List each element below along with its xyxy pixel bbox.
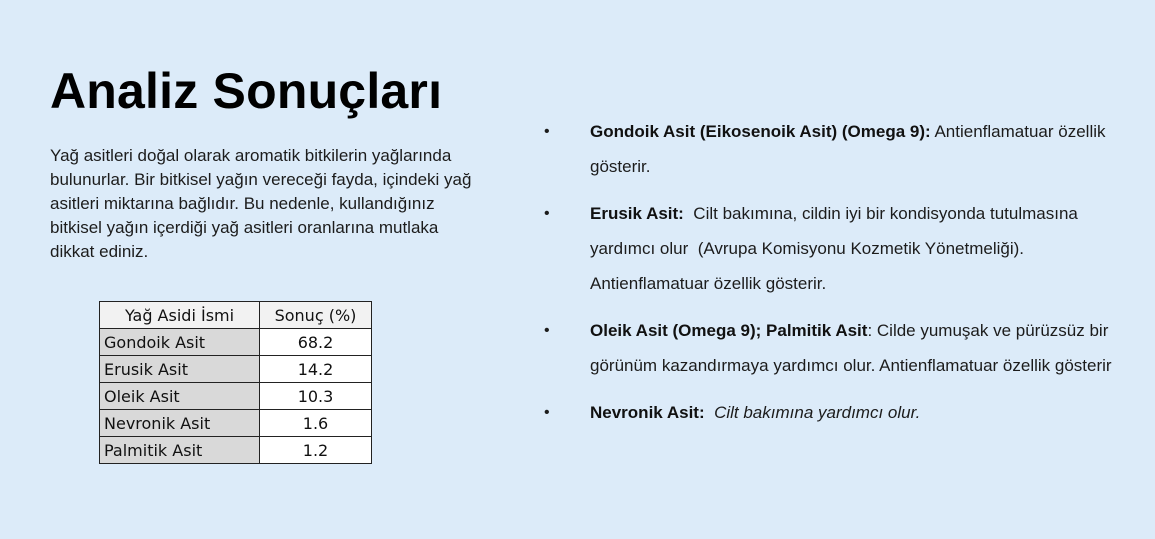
acid-description: : Cilde yumuşak ve pürüzsüz bir görünüm kazandırmaya yardımcı olur. Antienflamatuar özellik gösterir: [590, 321, 1112, 375]
acid-description: Antienflamatuar özellik gösterir.: [590, 122, 1106, 176]
bullet-marker: •: [544, 123, 550, 140]
acid-name-cell: Nevronik Asit: [100, 410, 260, 437]
acid-heading: Gondoik Asit (Eikosenoik Asit) (Omega 9):: [590, 122, 931, 141]
acid-name-cell: Erusik Asit: [100, 356, 260, 383]
list-item: [540, 114, 1120, 184]
acid-description: Cilt bakımına, cildin iyi bir kondisyonda tutulmasına yardımcı olur (Avrupa Komisyonu Kozmetik Yönetmeliği). Antienflamatuar özellik gösterir.: [590, 204, 1083, 293]
acid-name-cell: Gondoik Asit: [100, 329, 260, 356]
column-header-result: Sonuç (%): [260, 302, 372, 329]
acid-heading: Erusik Asit:: [590, 204, 684, 223]
table-row: [100, 356, 372, 383]
acid-description: Cilt bakımına yardımcı olur.: [714, 403, 921, 422]
acid-name-cell: Oleik Asit: [100, 383, 260, 410]
acid-description-spacer: [705, 403, 714, 422]
acid-heading: Oleik Asit (Omega 9); Palmitik Asit: [590, 321, 868, 340]
table-row: [100, 329, 372, 356]
fatty-acid-results-table: [99, 301, 372, 464]
intro-paragraph: Yağ asitleri doğal olarak aromatik bitkilerin yağlarında bulunurlar. Bir bitkisel yağın vereceği fayda, içindeki yağ asitleri miktarına bağlıdır. Bu nedenle, kullandığınız bitkisel yağın içerdiği yağ asitleri oranlarına mutlaka dikkat ediniz.: [50, 146, 472, 261]
list-item: [540, 395, 1120, 430]
page-title: Analiz Sonuçları: [50, 63, 443, 119]
acid-name-cell: Palmitik Asit: [100, 437, 260, 464]
list-item: [540, 196, 1120, 301]
bullet-marker: •: [544, 404, 550, 421]
table-header-row: [100, 302, 372, 329]
acid-heading: Nevronik Asit:: [590, 403, 705, 422]
acid-properties-list: [540, 114, 1120, 442]
bullet-marker: •: [544, 322, 550, 339]
bullet-marker: •: [544, 205, 550, 222]
column-header-name: Yağ Asidi İsmi: [100, 302, 260, 329]
table-row: [100, 410, 372, 437]
table-row: [100, 383, 372, 410]
table-row: [100, 437, 372, 464]
result-value-cell: 68.2: [260, 329, 372, 356]
result-value-cell: 10.3: [260, 383, 372, 410]
list-item: [540, 313, 1120, 383]
result-value-cell: 1.2: [260, 437, 372, 464]
result-value-cell: 1.6: [260, 410, 372, 437]
result-value-cell: 14.2: [260, 356, 372, 383]
